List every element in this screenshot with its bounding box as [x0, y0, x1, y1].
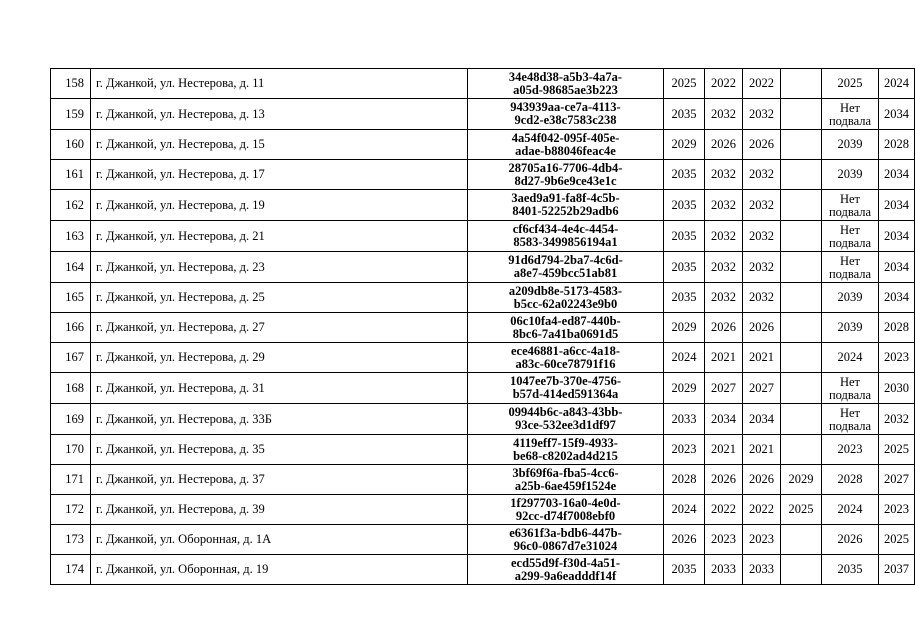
year-cell-1: 2028: [664, 465, 705, 495]
year-cell-4: [781, 190, 822, 221]
basement-year-cell: Нет подвала: [822, 252, 879, 283]
year-cell-2: 2022: [705, 69, 743, 99]
guid-line-1: ecd55d9f-f30d-4a51-: [510, 555, 620, 570]
year-cell-6: 2034: [879, 283, 915, 313]
year-cell-3: 2027: [743, 373, 781, 404]
year-cell-4: [781, 435, 822, 465]
year-cell-2: 2034: [705, 404, 743, 435]
table-row: [51, 313, 915, 343]
guid-cell: [468, 190, 664, 221]
guid-line-2: 8401-52252b29adb6: [512, 204, 619, 218]
address-cell: г. Джанкой, ул. Нестерова, д. 21: [91, 221, 468, 252]
year-cell-1: 2035: [664, 555, 705, 585]
year-cell-2: 2026: [705, 465, 743, 495]
guid-line-2: a299-9a6eadddf14f: [514, 568, 617, 583]
year-cell-2: 2021: [705, 435, 743, 465]
guid-line-2: b57d-414ed591364a: [512, 387, 619, 401]
year-cell-1: 2023: [664, 435, 705, 465]
guid-line-2: 96c0-0867d7e31024: [513, 538, 618, 553]
table-row: [51, 465, 915, 495]
year-cell-1: 2035: [664, 252, 705, 283]
basement-year-cell: 2028: [822, 465, 879, 495]
basement-year-cell: 2039: [822, 313, 879, 343]
year-cell-2: 2032: [705, 160, 743, 190]
address-cell: г. Джанкой, ул. Нестерова, д. 27: [91, 313, 468, 343]
year-cell-3: 2021: [743, 343, 781, 373]
basement-year-cell: Нет подвала: [822, 99, 879, 130]
guid-cell: [468, 373, 664, 404]
year-cell-4: [781, 404, 822, 435]
guid-cell: [468, 69, 664, 99]
year-cell-4: [781, 221, 822, 252]
year-cell-6: 2028: [879, 130, 915, 160]
year-cell-6: 2023: [879, 495, 915, 525]
guid-cell: [468, 160, 664, 190]
row-number: 171: [51, 465, 91, 495]
table-row: [51, 555, 915, 585]
row-number: 173: [51, 525, 91, 555]
row-number: 165: [51, 283, 91, 313]
guid-line-2: a25b-6ae459f1524e: [514, 478, 617, 493]
table-row: [51, 221, 915, 252]
year-cell-3: 2032: [743, 99, 781, 130]
guid-line-2: b5cc-62a02243e9b0: [513, 296, 618, 311]
year-cell-6: 2037: [879, 555, 915, 585]
guid-line-1: 09944b6c-a843-43bb-: [508, 405, 623, 419]
year-cell-4: [781, 99, 822, 130]
table-row: [51, 495, 915, 525]
year-cell-4: [781, 252, 822, 283]
year-cell-6: 2023: [879, 343, 915, 373]
year-cell-2: 2032: [705, 99, 743, 130]
housing-registry-table: [50, 68, 915, 585]
year-cell-4: 2025: [781, 495, 822, 525]
guid-line-1: 3aed9a91-fa8f-4c5b-: [511, 191, 620, 205]
guid-cell: [468, 252, 664, 283]
year-cell-2: 2022: [705, 495, 743, 525]
address-cell: г. Джанкой, ул. Нестерова, д. 13: [91, 99, 468, 130]
basement-year-cell: 2024: [822, 495, 879, 525]
guid-line-1: 06c10fa4-ed87-440b-: [510, 313, 621, 328]
year-cell-4: [781, 373, 822, 404]
year-cell-2: 2021: [705, 343, 743, 373]
table-row: [51, 283, 915, 313]
year-cell-2: 2023: [705, 525, 743, 555]
year-cell-3: 2032: [743, 283, 781, 313]
year-cell-6: 2034: [879, 99, 915, 130]
guid-line-1: 3bf69f6a-fba5-4cc6-: [512, 465, 619, 480]
guid-line-1: 34e48d38-a5b3-4a7a-: [508, 69, 623, 84]
guid-line-1: 28705a16-7706-4db4-: [508, 160, 623, 175]
year-cell-1: 2035: [664, 190, 705, 221]
address-cell: г. Джанкой, ул. Нестерова, д. 29: [91, 343, 468, 373]
address-cell: г. Джанкой, ул. Нестерова, д. 25: [91, 283, 468, 313]
row-number: 168: [51, 373, 91, 404]
row-number: 169: [51, 404, 91, 435]
guid-cell: [468, 465, 664, 495]
year-cell-4: [781, 69, 822, 99]
address-cell: г. Джанкой, ул. Оборонная, д. 1А: [91, 525, 468, 555]
year-cell-2: 2026: [705, 313, 743, 343]
year-cell-1: 2035: [664, 99, 705, 130]
guid-line-1: ece46881-a6cc-4a18-: [511, 343, 620, 358]
year-cell-4: [781, 130, 822, 160]
year-cell-6: 2034: [879, 190, 915, 221]
year-cell-2: 2032: [705, 221, 743, 252]
year-cell-3: 2032: [743, 221, 781, 252]
year-cell-2: 2027: [705, 373, 743, 404]
guid-line-2: 8583-3499856194a1: [513, 235, 618, 249]
year-cell-4: [781, 525, 822, 555]
guid-line-1: e6361f3a-bdb6-447b-: [509, 525, 622, 540]
year-cell-6: 2024: [879, 69, 915, 99]
year-cell-3: 2032: [743, 190, 781, 221]
guid-cell: [468, 130, 664, 160]
year-cell-6: 2028: [879, 313, 915, 343]
guid-line-2: adae-b88046feac4e: [515, 143, 616, 158]
row-number: 163: [51, 221, 91, 252]
table-body: [51, 69, 915, 585]
year-cell-1: 2026: [664, 525, 705, 555]
address-cell: г. Джанкой, ул. Нестерова, д. 33Б: [91, 404, 468, 435]
basement-year-cell: 2024: [822, 343, 879, 373]
guid-line-1: 4119eff7-15f9-4933-: [513, 435, 618, 450]
row-number: 166: [51, 313, 91, 343]
basement-year-cell: Нет подвала: [822, 404, 879, 435]
address-cell: г. Джанкой, ул. Нестерова, д. 15: [91, 130, 468, 160]
year-cell-1: 2029: [664, 373, 705, 404]
address-cell: г. Джанкой, ул. Нестерова, д. 23: [91, 252, 468, 283]
year-cell-4: 2029: [781, 465, 822, 495]
guid-line-1: 1f297703-16a0-4e0d-: [510, 495, 621, 510]
guid-line-2: 92cc-d74f7008ebf0: [515, 508, 616, 523]
year-cell-3: 2033: [743, 555, 781, 585]
guid-line-1: a209db8e-5173-4583-: [508, 283, 623, 298]
year-cell-1: 2033: [664, 404, 705, 435]
address-cell: г. Джанкой, ул. Нестерова, д. 35: [91, 435, 468, 465]
basement-year-cell: 2026: [822, 525, 879, 555]
guid-line-2: 93ce-532ee3d1df97: [515, 418, 616, 432]
year-cell-3: 2026: [743, 465, 781, 495]
guid-cell: [468, 343, 664, 373]
guid-cell: [468, 525, 664, 555]
guid-line-2: a83c-60ce78791f16: [515, 356, 616, 371]
year-cell-6: 2027: [879, 465, 915, 495]
guid-line-2: a8e7-459bcc51ab81: [513, 266, 618, 280]
basement-year-cell: 2039: [822, 160, 879, 190]
basement-year-cell: 2025: [822, 69, 879, 99]
year-cell-2: 2032: [705, 283, 743, 313]
year-cell-3: 2026: [743, 130, 781, 160]
row-number: 164: [51, 252, 91, 283]
guid-cell: [468, 313, 664, 343]
year-cell-3: 2023: [743, 525, 781, 555]
year-cell-4: [781, 313, 822, 343]
table-row: [51, 525, 915, 555]
year-cell-3: 2022: [743, 69, 781, 99]
year-cell-6: 2034: [879, 221, 915, 252]
year-cell-4: [781, 160, 822, 190]
guid-line-2: 9cd2-e38c7583c238: [514, 113, 617, 127]
year-cell-2: 2032: [705, 190, 743, 221]
guid-line-1: 1047ee7b-370e-4756-: [509, 374, 622, 388]
table-row: [51, 252, 915, 283]
guid-cell: [468, 283, 664, 313]
year-cell-1: 2029: [664, 313, 705, 343]
year-cell-1: 2029: [664, 130, 705, 160]
year-cell-4: [781, 343, 822, 373]
year-cell-6: 2032: [879, 404, 915, 435]
year-cell-2: 2033: [705, 555, 743, 585]
table-row: [51, 404, 915, 435]
row-number: 170: [51, 435, 91, 465]
year-cell-6: 2025: [879, 525, 915, 555]
guid-cell: [468, 99, 664, 130]
table-row: [51, 69, 915, 99]
basement-year-cell: Нет подвала: [822, 373, 879, 404]
basement-year-cell: 2039: [822, 283, 879, 313]
address-cell: г. Джанкой, ул. Нестерова, д. 11: [91, 69, 468, 99]
year-cell-3: 2032: [743, 160, 781, 190]
guid-line-1: 943939aa-ce7a-4113-: [510, 100, 621, 114]
year-cell-1: 2035: [664, 283, 705, 313]
row-number: 161: [51, 160, 91, 190]
guid-line-2: 8bc6-7a41ba0691d5: [512, 326, 619, 341]
year-cell-3: 2021: [743, 435, 781, 465]
row-number: 160: [51, 130, 91, 160]
year-cell-1: 2025: [664, 69, 705, 99]
guid-line-1: 91d6d794-2ba7-4c6d-: [508, 253, 623, 267]
year-cell-3: 2022: [743, 495, 781, 525]
table-row: [51, 160, 915, 190]
table-row: [51, 435, 915, 465]
guid-line-2: be68-c8202ad4d215: [513, 448, 618, 463]
table-row: [51, 99, 915, 130]
basement-year-cell: 2039: [822, 130, 879, 160]
row-number: 174: [51, 555, 91, 585]
address-cell: г. Джанкой, ул. Нестерова, д. 31: [91, 373, 468, 404]
year-cell-1: 2024: [664, 343, 705, 373]
guid-line-1: cf6cf434-4e4c-4454-: [512, 222, 619, 236]
year-cell-6: 2034: [879, 252, 915, 283]
address-cell: г. Джанкой, ул. Нестерова, д. 17: [91, 160, 468, 190]
year-cell-1: 2035: [664, 160, 705, 190]
guid-cell: [468, 221, 664, 252]
year-cell-6: 2034: [879, 160, 915, 190]
guid-line-1: 4a54f042-095f-405e-: [511, 130, 620, 145]
table-row: [51, 373, 915, 404]
table-row: [51, 130, 915, 160]
row-number: 159: [51, 99, 91, 130]
year-cell-3: 2026: [743, 313, 781, 343]
table-row: [51, 190, 915, 221]
address-cell: г. Джанкой, ул. Нестерова, д. 37: [91, 465, 468, 495]
address-cell: г. Джанкой, ул. Нестерова, д. 39: [91, 495, 468, 525]
year-cell-3: 2032: [743, 252, 781, 283]
year-cell-2: 2032: [705, 252, 743, 283]
address-cell: г. Джанкой, ул. Оборонная, д. 19: [91, 555, 468, 585]
address-cell: г. Джанкой, ул. Нестерова, д. 19: [91, 190, 468, 221]
basement-year-cell: Нет подвала: [822, 221, 879, 252]
row-number: 167: [51, 343, 91, 373]
row-number: 162: [51, 190, 91, 221]
year-cell-4: [781, 283, 822, 313]
year-cell-6: 2025: [879, 435, 915, 465]
year-cell-1: 2035: [664, 221, 705, 252]
guid-line-2: 8d27-9b6e9ce43e1c: [514, 173, 617, 188]
row-number: 172: [51, 495, 91, 525]
year-cell-6: 2030: [879, 373, 915, 404]
basement-year-cell: Нет подвала: [822, 190, 879, 221]
year-cell-3: 2034: [743, 404, 781, 435]
table-row: [51, 343, 915, 373]
basement-year-cell: 2023: [822, 435, 879, 465]
guid-cell: [468, 495, 664, 525]
guid-line-2: a05d-98685ae3b223: [513, 82, 618, 97]
year-cell-1: 2024: [664, 495, 705, 525]
basement-year-cell: 2035: [822, 555, 879, 585]
row-number: 158: [51, 69, 91, 99]
guid-cell: [468, 555, 664, 585]
year-cell-2: 2026: [705, 130, 743, 160]
guid-cell: [468, 404, 664, 435]
guid-cell: [468, 435, 664, 465]
year-cell-4: [781, 555, 822, 585]
